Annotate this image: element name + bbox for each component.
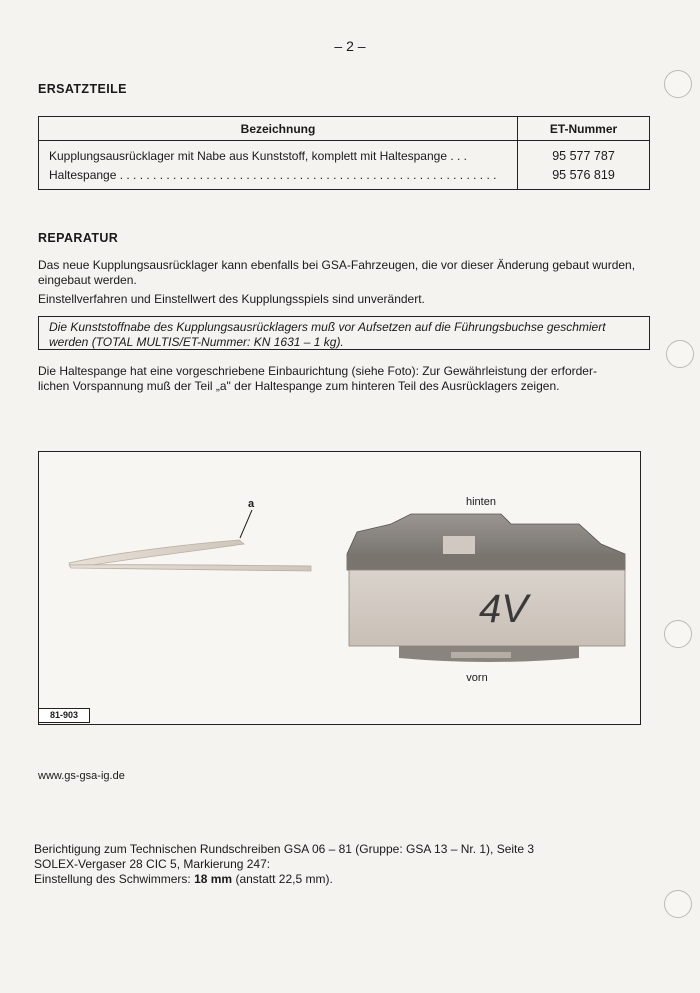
part-number: 95 577 787 [552,149,615,163]
repair-paragraph-2: Einstellverfahren und Einstellwert des Kupplungsspiels sind unverändert. [38,292,425,306]
repair-heading: REPARATUR [38,231,119,245]
correction-notice [34,842,534,887]
correction-label: Einstellung des Schwimmers: [34,872,191,886]
punch-hole-bottom [664,890,692,918]
text-line [34,872,534,887]
pointer-line-a [240,510,252,538]
part-description: Kupplungsausrücklager mit Nabe aus Kunststoff, komplett mit Haltespange . . . [49,149,467,163]
text-line: Berichtigung zum Technischen Rundschreiben GSA 06 – 81 (Gruppe: GSA 13 – Nr. 1), Seite 3 [34,842,535,856]
retaining-clip [69,540,311,571]
text-line: SOLEX-Vergaser 28 CIC 5, Markierung 247: [34,857,271,871]
punch-hole-top [664,70,692,98]
text-line: lichen Vorspannung muß der Teil „a" der Haltespange zum hinteren Teil des Ausrücklagers zeigen. [38,379,560,393]
text-line: Das neue Kupplungsausrücklager kann ebenfalls bei GSA-Fahrzeugen, die vor dieser Änderung gebaut wurden, [38,258,636,272]
punch-hole-mid [666,340,694,368]
parts-table [38,116,650,190]
table-header-row [39,117,650,141]
repair-paragraph-3 [38,364,658,394]
text-line: Die Kunststoffnabe des Kupplungsausrücklagers muß vor Aufsetzen auf die Führungsbuchse geschmiert [49,320,606,334]
bearing-marking: 4V [479,587,528,631]
repair-paragraph-1 [38,258,658,288]
part-description: Haltespange . . . . . . . . . . . . . . . . . . . . . . . . . . . . . . . . . . . . . . . . . . . . . . . . . . . . . . . . . [49,168,497,182]
column-header-number: ET-Nummer [518,117,650,141]
parts-heading: ERSATZTEILE [38,82,127,96]
photo-figure [38,451,641,725]
lubrication-note-box [38,316,650,350]
text-line: Die Haltespange hat eine vorgeschriebene Einbaurichtung (siehe Foto): Zur Gewährleistung der erforder- [38,364,597,378]
website-link[interactable]: www.gs-gsa-ig.de [38,770,125,782]
text-line: werden (TOTAL MULTIS/ET-Nummer: KN 1631 – 1 kg). [49,335,344,349]
correction-suffix: (anstatt 22,5 mm). [235,872,333,886]
figure-number: 81-903 [38,708,90,723]
label-front: vorn [466,672,488,684]
column-header-description: Bezeichnung [39,117,518,141]
part-number: 95 576 819 [552,168,615,182]
text-line: eingebaut werden. [38,273,137,287]
label-rear: hinten [466,496,496,508]
bearing-photo [39,452,642,726]
page-number: – 2 – [334,38,366,54]
correction-value: 18 mm [194,872,233,886]
punch-hole-lower [664,620,692,648]
label-a: a [247,498,255,510]
table-row [39,141,650,190]
